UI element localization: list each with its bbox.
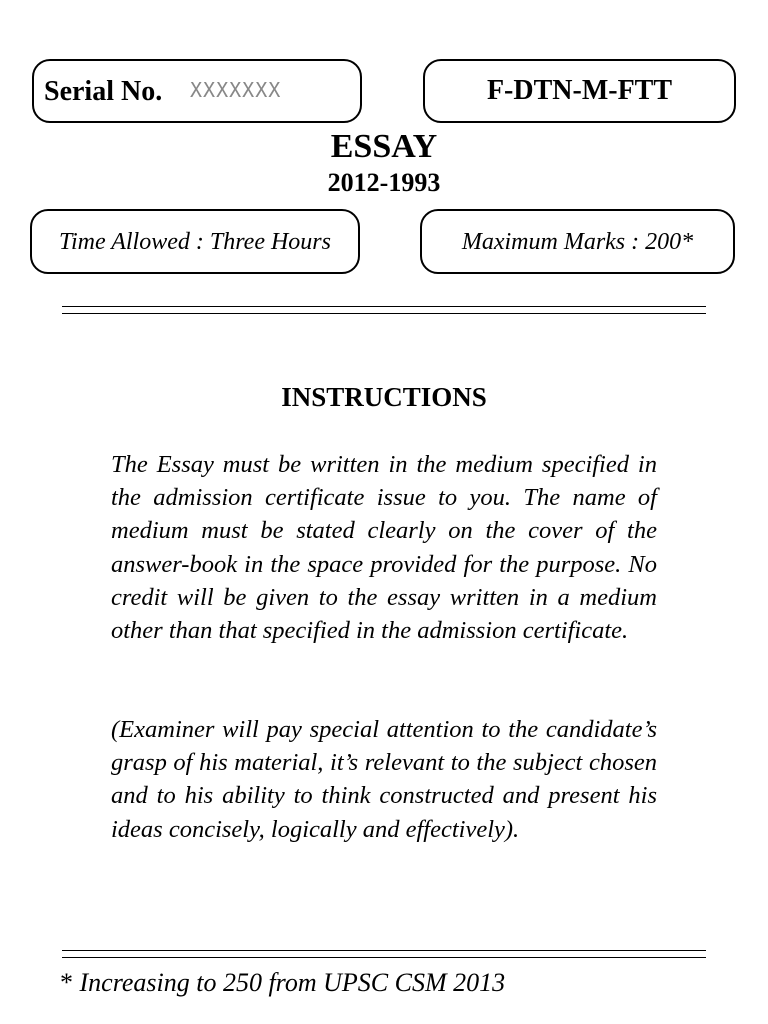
- footnote-text: Increasing to 250 from UPSC CSM 2013: [79, 968, 506, 997]
- divider-top-line-2: [62, 313, 706, 314]
- instructions-paragraph-2: (Examiner will pay special attention to the candidate’s grasp of his material, it’s relevant to the subject chosen and to his ability to think constructed and present his ideas concisely, logically and effectively).: [111, 716, 657, 843]
- maximum-marks-box: [420, 209, 735, 274]
- paper-code-box: [423, 59, 736, 123]
- paper-code: F-DTN-M-FTT: [486, 75, 673, 106]
- divider-bottom-line-1: [62, 950, 706, 951]
- divider-top-line-1: [62, 306, 706, 307]
- serial-number-label: Serial No.: [44, 76, 163, 107]
- time-allowed-box: [30, 209, 360, 274]
- paper-title: ESSAY: [330, 128, 438, 165]
- instructions-paragraph-1: The Essay must be written in the medium specified in the admission certificate issue to you. The name of medium must be stated clearly on the cover of the answer-book in the space provided for the purpose. No credit will be given to the essay written in a medium other than that specified in the admission certificate.: [111, 451, 657, 645]
- paper-years: 2012-1993: [327, 168, 441, 197]
- serial-number-box: [32, 59, 362, 123]
- divider-bottom-line-2: [62, 957, 706, 958]
- serial-number-value: XXXXXXX: [190, 78, 282, 102]
- maximum-marks-text: Maximum Marks : 200*: [461, 229, 694, 255]
- time-allowed-text: Time Allowed : Three Hours: [58, 229, 331, 255]
- footnote: [60, 968, 505, 998]
- instructions-heading: INSTRUCTIONS: [281, 382, 487, 412]
- footnote-asterisk: *: [60, 968, 73, 997]
